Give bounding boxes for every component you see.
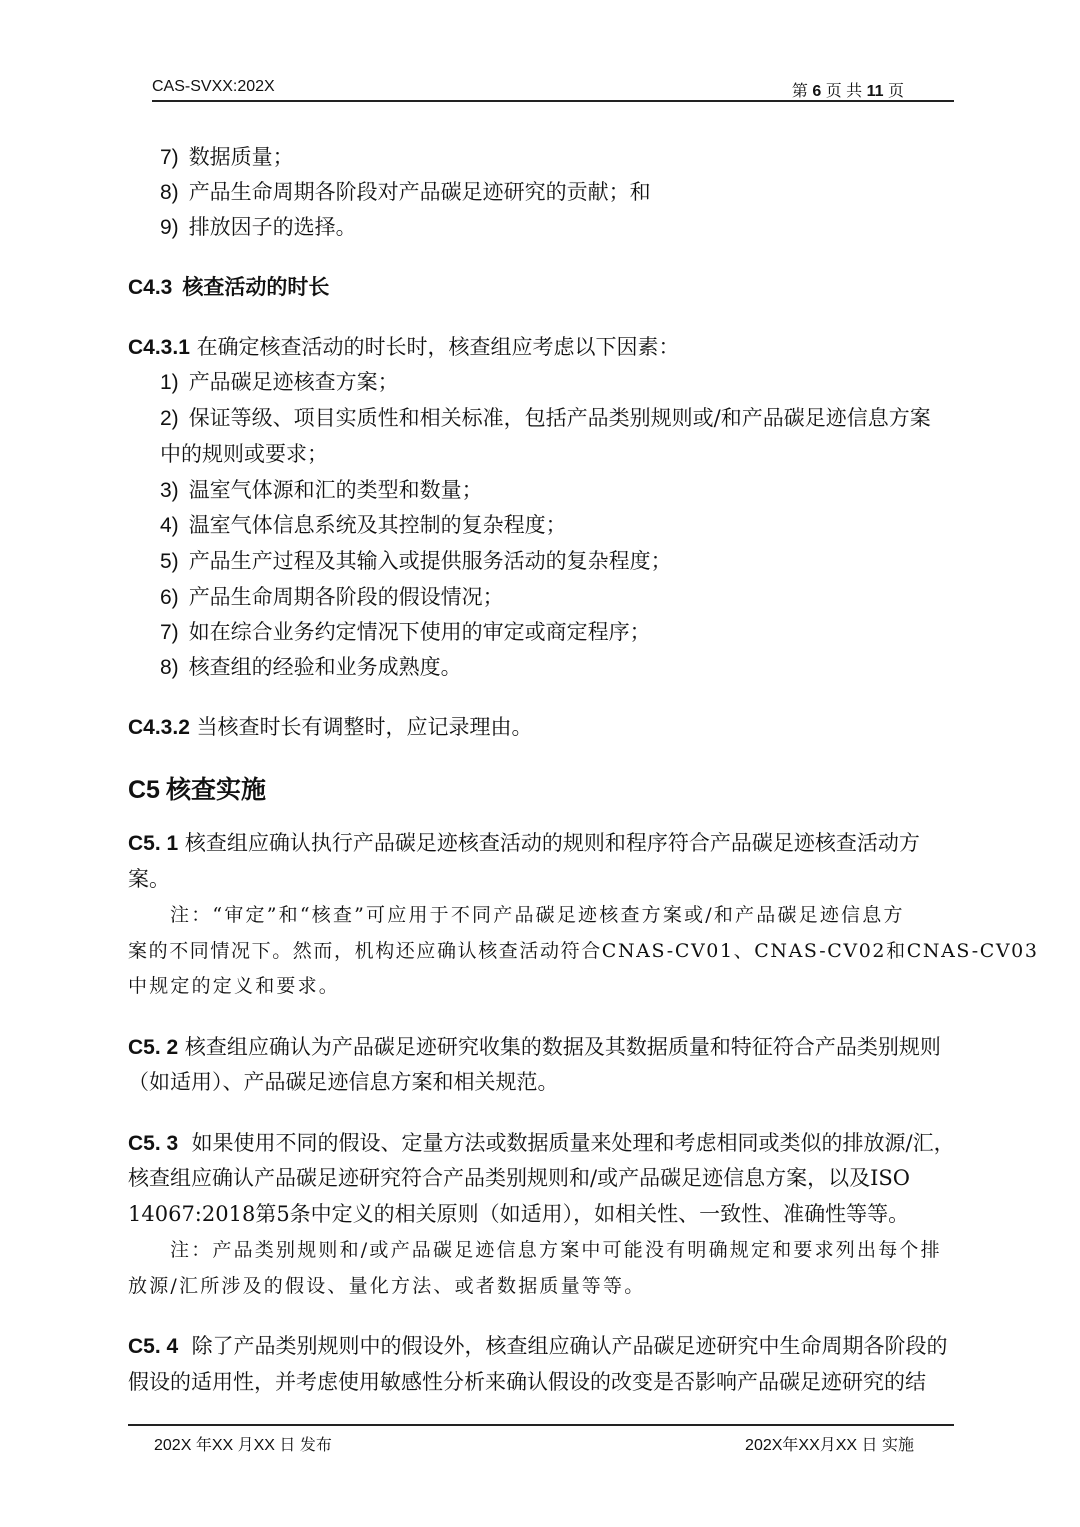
page-counter: 第 6 页 共 11 页 <box>791 83 904 100</box>
clause-c5-1-cont: 案。 <box>128 867 170 891</box>
clause-c5-3-cont: 核查组应确认产品碳足迹研究符合产品类别规则和/或产品碳足迹信息方案，以及ISO <box>128 1166 910 1190</box>
list-item: 4) 温室气体信息系统及其控制的复杂程度； <box>160 513 567 537</box>
page-header <box>152 76 954 102</box>
page-total: 11 <box>866 83 884 100</box>
clause-c5-3-cont: 14067:2018第5条中定义的相关原则（如适用），如相关性、一致性、准确性等等。 <box>128 1202 910 1226</box>
list-item: 8) 产品生命周期各阶段对产品碳足迹研究的贡献；和 <box>160 180 651 204</box>
list-item: 3) 温室气体源和汇的类型和数量； <box>160 478 483 502</box>
clause-c5-2: C5. 2 核查组应确认为产品碳足迹研究收集的数据及其数据质量和特征符合产品类别规则 <box>128 1035 941 1059</box>
list-item: 8) 核查组的经验和业务成熟度。 <box>160 655 462 679</box>
note-c5-1: 注：“审定”和“核查”可应用于不同产品碳足迹核查方案或/和产品碳足迹信息方 <box>170 904 905 926</box>
list-item-continuation: 中的规则或要求； <box>160 442 328 466</box>
implement-date: 202X年XX月XX 日 实施 <box>745 1437 914 1454</box>
clause-c4-3-1: C4.3.1 在确定核查活动的时长时，核查组应考虑以下因素： <box>128 335 680 359</box>
list-item: 6) 产品生命周期各阶段的假设情况； <box>160 585 504 609</box>
list-item: 2) 保证等级、项目实质性和相关标准，包括产品类别规则或/和产品碳足迹信息方案 <box>160 406 931 430</box>
doc-code: CAS-SVXX:202X <box>152 78 275 95</box>
page-number: 6 <box>812 83 822 100</box>
clause-c5-2-cont: （如适用）、产品碳足迹信息方案和相关规范。 <box>128 1070 559 1094</box>
publish-date: 202X 年XX 月XX 日 发布 <box>154 1437 332 1454</box>
clause-c4-3-2: C4.3.2 当核查时长有调整时，应记录理由。 <box>128 715 533 739</box>
section-heading-c5: C5 核查实施 <box>128 775 266 804</box>
page-footer <box>128 1424 954 1456</box>
list-item: 9) 排放因子的选择。 <box>160 215 357 239</box>
note-c5-1-cont: 案的不同情况下。然而，机构还应确认核查活动符合CNAS-CV01、CNAS-CV02和CNAS-CV03 <box>128 940 1039 962</box>
note-c5-1-cont: 中规定的定义和要求。 <box>128 975 341 997</box>
section-heading-c4-3: C4.3 核查活动的时长 <box>128 274 330 299</box>
list-item: 1) 产品碳足迹核查方案； <box>160 370 399 394</box>
note-c5-3-cont: 放源/汇所涉及的假设、量化方法、或者数据质量等等。 <box>128 1275 646 1297</box>
list-item: 7) 数据质量； <box>160 145 294 169</box>
note-c5-3: 注：产品类别规则和/或产品碳足迹信息方案中可能没有明确规定和要求列出每个排 <box>170 1239 942 1261</box>
clause-c5-4-cont: 假设的适用性，并考虑使用敏感性分析来确认假设的改变是否影响产品碳足迹研究的结 <box>128 1370 926 1394</box>
list-item: 7) 如在综合业务约定情况下使用的审定或商定程序； <box>160 620 651 644</box>
clause-c5-3: C5. 3 如果使用不同的假设、定量方法或数据质量来处理和考虑相同或类似的排放源/汇， <box>128 1131 955 1155</box>
clause-c5-1: C5. 1 核查组应确认执行产品碳足迹核查活动的规则和程序符合产品碳足迹核查活动方 <box>128 831 920 855</box>
clause-c5-4: C5. 4 除了产品类别规则中的假设外，核查组应确认产品碳足迹研究中生命周期各阶段的 <box>128 1334 948 1358</box>
list-item: 5) 产品生产过程及其输入或提供服务活动的复杂程度； <box>160 549 672 573</box>
